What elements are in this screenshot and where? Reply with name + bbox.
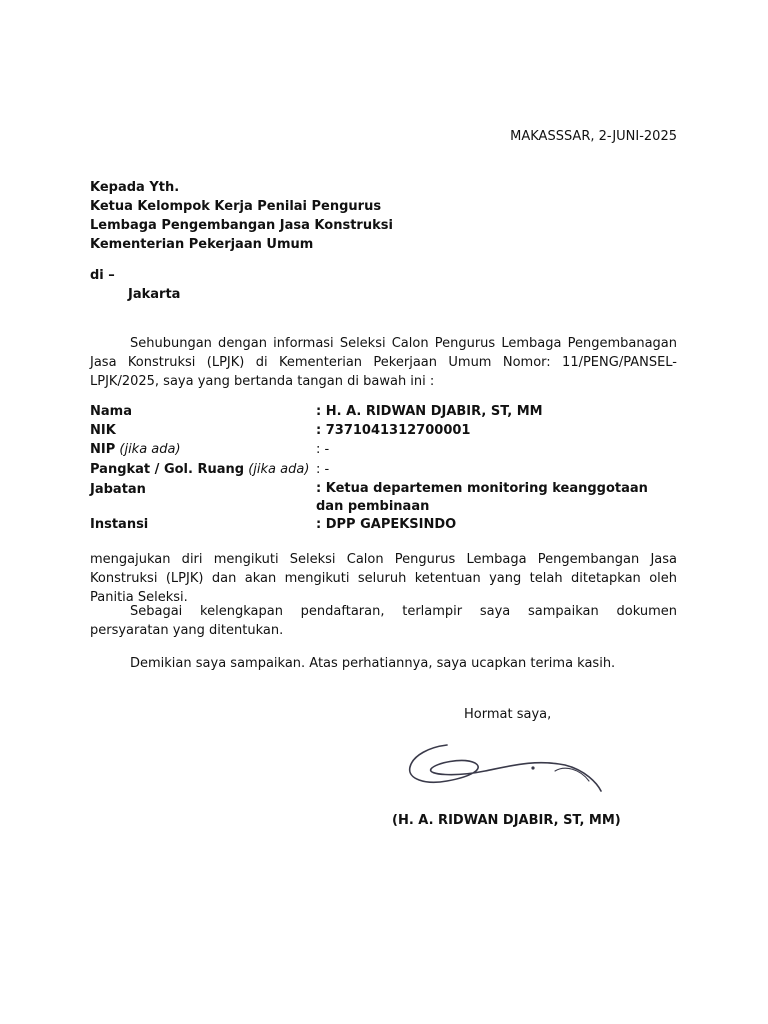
field-label: Pangkat / Gol. Ruang (jika ada) [90,462,310,477]
field-label: Instansi [90,517,149,532]
field-value: : Ketua departemen monitoring keanggotaan dan pembinaan [316,481,648,514]
closing-paragraph: Demikian saya sampaikan. Atas perhatiannya, saya ucapkan terima kasih. [130,656,616,671]
field-label: NIK [90,423,116,438]
recipient-di: di – [90,268,115,283]
field-row-nip [90,440,677,459]
address-line: Kementerian Pekerjaan Umum [90,237,314,252]
field-value: : H. A. RIDWAN DJABIR, ST, MM [316,404,543,419]
field-value: : 7371041312700001 [316,423,471,438]
field-label: NIP (jika ada) [90,442,181,457]
recipient-address [90,178,393,254]
address-line: Lembaga Pengembangan Jasa Konstruksi [90,218,393,233]
field-row-jabatan [90,480,677,518]
signatory-name: (H. A. RIDWAN DJABIR, ST, MM) [392,813,621,828]
handwritten-signature [405,735,610,805]
field-label: Nama [90,404,132,419]
recipient-city: Jakarta [128,287,181,302]
attachment-paragraph: Sebagai kelengkapan pendaftaran, terlampir saya sampaikan dokumen persyaratan yang ditentukan. [90,604,677,638]
place-date: MAKASSSAR, 2-JUNI-2025 [510,129,677,144]
address-line: Ketua Kelompok Kerja Penilai Pengurus [90,199,382,214]
field-row-nik [90,421,677,440]
intro-paragraph: Sehubungan dengan informasi Seleksi Calon Pengurus Lembaga Pengembanagan Jasa Konstruksi (LPJK) di Kementerian Pekerjaan Umum Nomor: 11/PENG/PANSEL-LPJK/2025, saya yang bertanda tangan di bawah ini : [90,336,677,389]
field-value: : DPP GAPEKSINDO [316,517,457,532]
field-value: : - [316,442,330,457]
field-value: : - [316,462,330,477]
field-row-instansi [90,515,677,534]
field-row-nama [90,402,677,421]
field-row-pangkat [90,460,677,479]
statement-paragraph: mengajukan diri mengikuti Seleksi Calon Pengurus Lembaga Pengembangan Jasa Konstruksi (LPJK) dan akan mengikuti seluruh ketentuan yang telah ditetapkan oleh Panitia Seleksi. [90,552,677,605]
address-line: Kepada Yth. [90,180,180,195]
field-label: Jabatan [90,482,146,497]
closing-greeting: Hormat saya, [464,707,552,722]
